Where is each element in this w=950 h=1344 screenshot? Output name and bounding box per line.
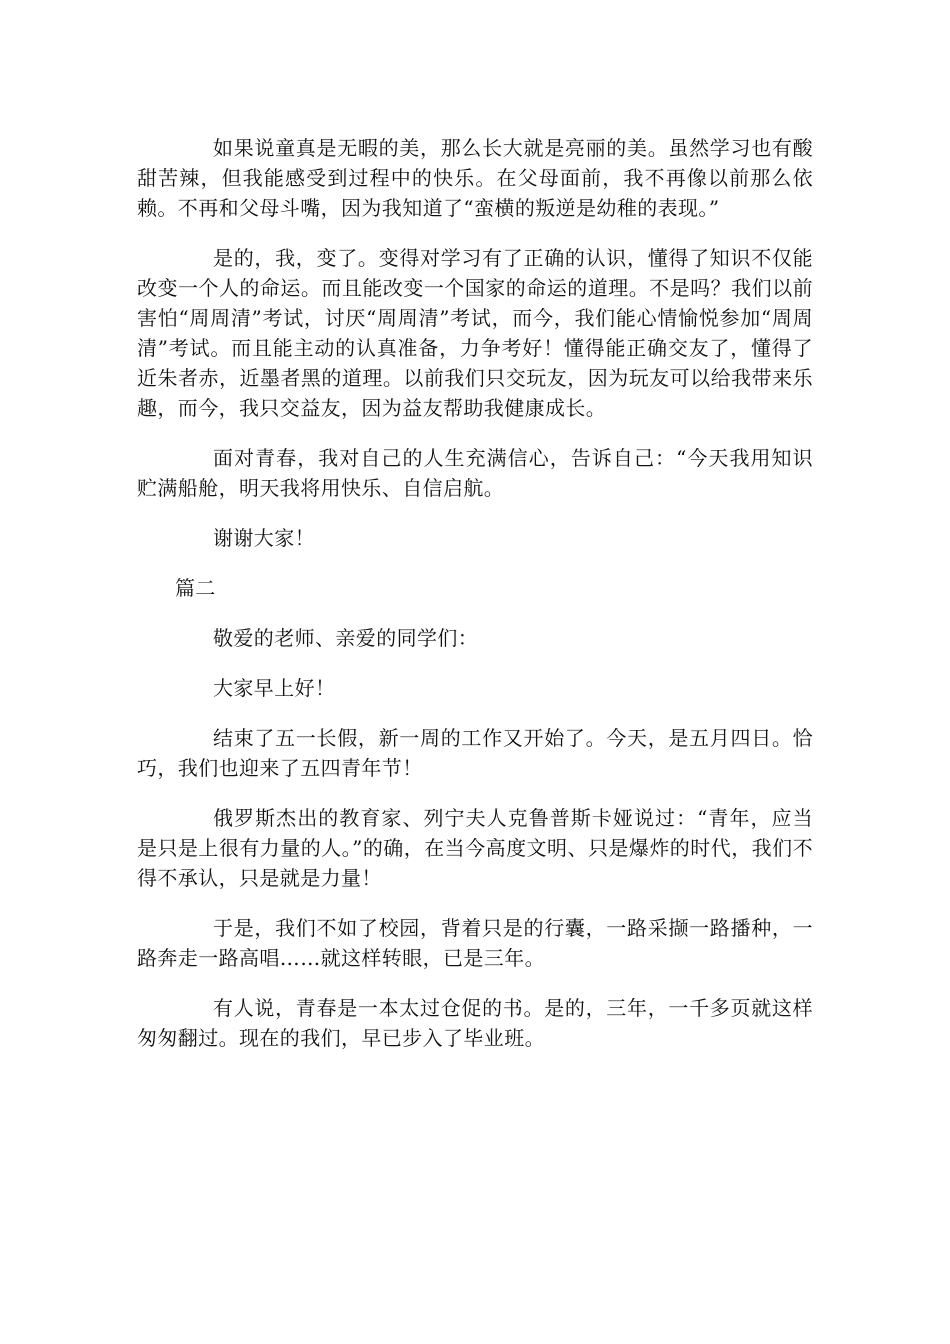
section-heading: 篇二 — [175, 576, 216, 600]
paragraph-quote: 俄罗斯杰出的教育家、列宁夫人克鲁普斯卡娅说过：“青年，应当是只是上很有力量的人。”的确，在当今高度文明、只是爆炸的时代，我们不得不承认，只是就是力量！ — [137, 806, 813, 890]
paragraph-salutation: 敬爱的老师、亲爱的同学们： — [213, 626, 479, 650]
paragraph-campus: 于是，我们不如了校园，背着只是的行囊，一路采撷一路播种，一路奔走一路高唱……就这样转眼，已是三年。 — [137, 916, 813, 970]
document-body — [137, 133, 813, 1053]
paragraph-thanks: 谢谢大家！ — [213, 526, 315, 550]
paragraph-may-fourth: 结束了五一长假，新一周的工作又开始了。今天，是五月四日。恰巧，我们也迎来了五四青年节！ — [137, 726, 813, 780]
paragraph-youth-book: 有人说，青春是一本太过仓促的书。是的，三年，一千多页就这样匆匆翻过。现在的我们，早已步入了毕业班。 — [137, 996, 813, 1050]
paragraph-innocence: 如果说童真是无暇的美，那么长大就是亮丽的美。虽然学习也有酸甜苦辣，但我能感受到过程中的快乐。在父母面前，我不再像以前那么依赖。不再和父母斗嘴，因为我知道了“蛮横的叛逆是幼稚的表现。” — [137, 136, 813, 220]
paragraph-greeting: 大家早上好！ — [213, 676, 336, 700]
paragraph-changed: 是的，我，变了。变得对学习有了正确的认识，懂得了知识不仅能改变一个人的命运。而且能改变一个国家的命运的道理。不是吗？我们以前害怕“周周清”考试，讨厌“周周清”考试，而今，我们能心情愉悦参加“周周清”考试。而且能主动的认真准备，力争考好！懂得能正确交友了，懂得了近朱者赤，近墨者黑的道理。以前我们只交玩友，因为玩友可以给我带来乐趣，而今，我只交益友，因为益友帮助我健康成长。 — [137, 246, 813, 420]
paragraph-confidence: 面对青春，我对自己的人生充满信心，告诉自己：“今天我用知识贮满船舱，明天我将用快乐、自信启航。 — [137, 446, 813, 500]
